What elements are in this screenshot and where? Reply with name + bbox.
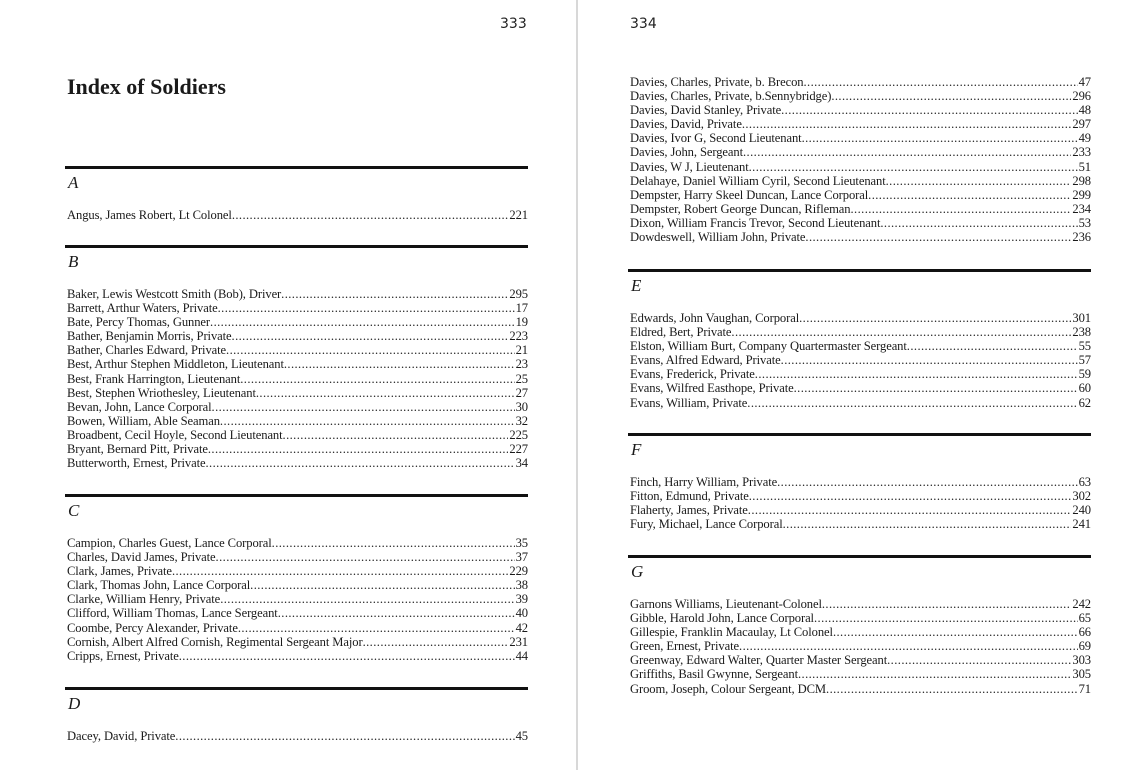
dot-leader [781, 103, 1077, 117]
entry-page-number: 63 [1078, 475, 1091, 489]
index-entry [630, 667, 1091, 681]
dot-leader [232, 208, 509, 222]
index-entry [630, 517, 1091, 531]
page-number: 333 [500, 16, 527, 32]
entry-name: Angus, James Robert, Lt Colonel [67, 208, 232, 222]
index-entry [67, 564, 528, 578]
index-entry [67, 592, 528, 606]
index-entry [630, 188, 1091, 202]
index-entry [630, 653, 1091, 667]
entry-name: Fury, Michael, Lance Corporal [630, 517, 783, 532]
entry-name: Cripps, Ernest, Private [67, 648, 179, 663]
index-entry [67, 621, 528, 635]
dot-leader [802, 131, 1078, 145]
entry-page-number: 57 [1078, 353, 1091, 368]
dot-leader [278, 606, 515, 620]
dot-leader [216, 550, 515, 564]
entry-name: Dowdeswell, William John, Private [630, 230, 806, 245]
dot-leader [748, 503, 1072, 517]
index-entry [630, 503, 1091, 517]
entry-page-number: 303 [1072, 653, 1091, 668]
entry-page-number: 35 [515, 536, 528, 550]
index-entry [630, 75, 1091, 89]
dot-leader [794, 381, 1078, 395]
index-entry [630, 103, 1091, 117]
dot-leader [783, 517, 1072, 531]
index-entry [67, 301, 528, 315]
dot-leader [272, 536, 515, 550]
entry-page-number: 241 [1072, 517, 1091, 532]
entry-name: Bryant, Bernard Pitt, Private [67, 442, 208, 457]
entry-name: Davies, David, Private [630, 117, 742, 132]
entry-page-number: 234 [1072, 201, 1091, 216]
entry-name: Bather, Benjamin Morris, Private [67, 329, 232, 344]
entry-name: Davies, John, Sergeant [630, 145, 743, 160]
entry-name: Barrett, Arthur Waters, Private [67, 301, 218, 316]
dot-leader [803, 75, 1077, 89]
index-entry [67, 287, 528, 301]
entry-list [65, 287, 528, 470]
dot-leader [281, 287, 508, 301]
entry-name: Edwards, John Vaughan, Corporal [630, 311, 800, 325]
section-rule [628, 269, 1091, 272]
section-letter: B [68, 252, 79, 271]
entry-page-number: 71 [1078, 681, 1091, 696]
dot-leader [175, 729, 514, 743]
dot-leader [250, 578, 514, 592]
entry-page-number: 298 [1072, 173, 1091, 188]
dot-leader [363, 635, 509, 649]
dot-leader [851, 202, 1072, 216]
entry-name: Best, Frank Harrington, Lieutenant [67, 371, 241, 386]
entry-name: Coombe, Percy Alexander, Private [67, 620, 238, 635]
dot-leader [831, 89, 1071, 103]
dot-leader [226, 343, 515, 357]
dot-leader [283, 428, 509, 442]
index-entry [630, 89, 1091, 103]
index-entry [630, 625, 1091, 639]
section-letter: F [631, 440, 642, 459]
entry-list [628, 475, 1091, 531]
entry-name: Eldred, Bert, Private [630, 325, 732, 340]
page-title: Index of Soldiers [67, 74, 226, 99]
dot-leader [798, 667, 1071, 681]
entry-page-number: 40 [515, 606, 528, 621]
entry-name: Green, Ernest, Private [630, 639, 740, 654]
dot-leader [220, 592, 514, 606]
index-entry [67, 550, 528, 564]
entry-name: Evans, Alfred Edward, Private [630, 353, 781, 368]
entry-name: Bather, Charles Edward, Private [67, 343, 227, 358]
entry-name: Clifford, William Thomas, Lance Sergeant [67, 606, 278, 621]
entry-page-number: 221 [509, 208, 528, 222]
entry-page-number: 42 [515, 620, 528, 635]
entry-name: Dempster, Harry Skeel Duncan, Lance Corporal [630, 187, 869, 202]
entry-name: Griffiths, Basil Gwynne, Sergeant [630, 667, 798, 682]
entry-name: Elston, William Burt, Company Quartermaster Sergeant [630, 339, 907, 354]
index-entry [67, 536, 528, 550]
index-entry [67, 343, 528, 357]
dot-leader [238, 621, 515, 635]
entry-page-number: 242 [1072, 597, 1091, 611]
entry-page-number: 25 [515, 371, 528, 386]
index-entry [67, 357, 528, 371]
index-entry [67, 578, 528, 592]
dot-leader [232, 329, 509, 343]
entry-page-number: 51 [1078, 159, 1091, 174]
dot-leader [739, 639, 1078, 653]
dot-leader [826, 682, 1078, 696]
index-section-c [65, 494, 528, 663]
dot-leader [220, 414, 515, 428]
index-section-a [65, 166, 528, 222]
entry-page-number: 305 [1072, 667, 1091, 682]
dot-leader [749, 160, 1078, 174]
index-entry [630, 682, 1091, 696]
index-entry [630, 131, 1091, 145]
index-entry [630, 367, 1091, 381]
index-entry [67, 428, 528, 442]
section-rule [628, 433, 1091, 436]
section-rule [65, 245, 528, 248]
index-section-b [65, 245, 528, 470]
entry-page-number: 49 [1078, 131, 1091, 146]
index-entry [630, 160, 1091, 174]
entry-name: Evans, William, Private [630, 395, 748, 410]
index-section-d [65, 687, 528, 743]
entry-name: Bowen, William, Able Seaman [67, 413, 220, 428]
entry-page-number: 236 [1072, 230, 1091, 245]
dot-leader [887, 653, 1071, 667]
index-entry [67, 400, 528, 414]
entry-page-number: 45 [515, 729, 528, 743]
entry-name: Gillespie, Franklin Macaulay, Lt Colonel [630, 625, 833, 640]
dot-leader [747, 396, 1077, 410]
entry-page-number: 69 [1078, 639, 1091, 654]
section-rule [65, 166, 528, 169]
index-entry [630, 381, 1091, 395]
entry-name: Bate, Percy Thomas, Gunner [67, 315, 211, 330]
index-entry [67, 386, 528, 400]
entry-name: Davies, Charles, Private, b. Brecon [630, 75, 804, 89]
section-letter: A [68, 173, 79, 192]
section-letter: C [68, 501, 80, 520]
dot-leader [179, 649, 515, 663]
entry-name: Clark, Thomas John, Lance Corporal [67, 578, 251, 593]
index-entry [67, 329, 528, 343]
entry-list [65, 536, 528, 663]
index-entry [630, 475, 1091, 489]
dot-leader [210, 315, 515, 329]
section-rule [628, 555, 1091, 558]
entry-name: Charles, David James, Private [67, 550, 216, 565]
dot-leader [814, 611, 1078, 625]
entry-name: Dempster, Robert George Duncan, Rifleman [630, 201, 851, 216]
dot-leader [218, 301, 515, 315]
dot-leader [886, 174, 1072, 188]
section-rule [65, 494, 528, 497]
section-letter: G [631, 562, 644, 581]
index-entry [630, 202, 1091, 216]
entry-name: Evans, Frederick, Private [630, 367, 755, 382]
index-entry [67, 208, 528, 222]
index-entry [67, 414, 528, 428]
entry-name: Davies, David Stanley, Private [630, 103, 782, 118]
dot-leader [743, 145, 1071, 159]
entry-page-number: 48 [1078, 103, 1091, 118]
dot-leader [822, 597, 1072, 611]
entry-page-number: 229 [509, 564, 528, 579]
index-entry [67, 606, 528, 620]
entry-page-number: 240 [1072, 503, 1091, 518]
index-entry [67, 456, 528, 470]
entry-name: Greenway, Edward Walter, Quarter Master Sergeant [630, 653, 888, 668]
entry-list [628, 311, 1091, 410]
entry-name: Butterworth, Ernest, Private [67, 456, 206, 471]
index-section-e [628, 269, 1091, 410]
entry-name: Groom, Joseph, Colour Sergeant, DCM [630, 681, 827, 696]
dot-leader [256, 386, 515, 400]
entry-name: Dacey, David, Private [67, 729, 176, 743]
entry-list [65, 729, 528, 743]
index-entry [630, 353, 1091, 367]
entry-name: Delahaye, Daniel William Cyril, Second Lieutenant [630, 173, 886, 188]
index-entry [630, 489, 1091, 503]
entry-page-number: 47 [1078, 75, 1091, 89]
dot-leader [172, 564, 508, 578]
entry-name: Bevan, John, Lance Corporal [67, 399, 212, 414]
entry-page-number: 39 [515, 592, 528, 607]
index-entry [67, 635, 528, 649]
index-entry [67, 372, 528, 386]
dot-leader [731, 325, 1071, 339]
entry-page-number: 38 [515, 578, 528, 593]
entry-page-number: 238 [1072, 325, 1091, 340]
index-entry [630, 611, 1091, 625]
index-entry [630, 216, 1091, 230]
index-entry [67, 649, 528, 663]
dot-leader [755, 367, 1078, 381]
entry-name: Cornish, Albert Alfred Cornish, Regimental Sergeant Major [67, 634, 363, 649]
index-entry [630, 325, 1091, 339]
dot-leader [749, 489, 1072, 503]
entry-name: Best, Arthur Stephen Middleton, Lieutenant [67, 357, 284, 372]
entry-page-number: 296 [1072, 89, 1091, 104]
entry-page-number: 299 [1072, 187, 1091, 202]
entry-page-number: 295 [509, 287, 528, 301]
entry-page-number: 27 [515, 385, 528, 400]
dot-leader [742, 117, 1072, 131]
index-section-f [628, 433, 1091, 531]
entry-page-number: 44 [515, 648, 528, 663]
entry-list [65, 208, 528, 222]
entry-page-number: 37 [515, 550, 528, 565]
index-entry [67, 315, 528, 329]
entry-page-number: 227 [509, 442, 528, 457]
dot-leader [868, 188, 1071, 202]
dot-leader [777, 475, 1077, 489]
entry-name: Davies, Ivor G, Second Lieutenant [630, 131, 802, 146]
entry-page-number: 66 [1078, 625, 1091, 640]
entry-page-number: 62 [1078, 395, 1091, 410]
entry-name: Evans, Wilfred Easthope, Private [630, 381, 794, 396]
entry-name: Campion, Charles Guest, Lance Corporal [67, 536, 272, 550]
entry-list [628, 75, 1091, 244]
entry-page-number: 231 [509, 634, 528, 649]
entry-page-number: 297 [1072, 117, 1091, 132]
entry-name: Clarke, William Henry, Private [67, 592, 221, 607]
entry-name: Gibble, Harold John, Lance Corporal [630, 611, 814, 626]
dot-leader [206, 456, 515, 470]
index-entry [630, 145, 1091, 159]
index-entry [630, 311, 1091, 325]
entry-page-number: 65 [1078, 611, 1091, 626]
dot-leader [805, 230, 1071, 244]
entry-page-number: 21 [515, 343, 528, 358]
index-entry [630, 117, 1091, 131]
index-entry [67, 442, 528, 456]
entry-page-number: 233 [1072, 145, 1091, 160]
entry-name: Best, Stephen Wriothesley, Lieutenant [67, 385, 256, 400]
dot-leader [781, 353, 1078, 367]
entry-name: Dixon, William Francis Trevor, Second Lieutenant [630, 215, 881, 230]
entry-page-number: 19 [515, 315, 528, 330]
entry-name: Clark, James, Private [67, 564, 172, 579]
entry-page-number: 60 [1078, 381, 1091, 396]
entry-name: Baker, Lewis Westcott Smith (Bob), Driver [67, 287, 282, 301]
dot-leader [833, 625, 1078, 639]
entry-page-number: 17 [515, 301, 528, 316]
index-entry [630, 174, 1091, 188]
entry-name: Garnons Williams, Lieutenant-Colonel [630, 597, 822, 611]
entry-name: Finch, Harry William, Private [630, 475, 778, 489]
entry-page-number: 301 [1072, 311, 1091, 325]
section-letter: E [631, 276, 642, 295]
entry-page-number: 302 [1072, 489, 1091, 504]
entry-page-number: 223 [509, 329, 528, 344]
index-entry [630, 639, 1091, 653]
entry-page-number: 32 [515, 413, 528, 428]
index-section-d-continued [628, 75, 1091, 244]
index-section-g [628, 555, 1091, 696]
entry-name: Davies, W J, Lieutenant [630, 159, 749, 174]
dot-leader [212, 400, 515, 414]
entry-list [628, 597, 1091, 696]
entry-page-number: 225 [509, 427, 528, 442]
entry-name: Davies, Charles, Private, b.Sennybridge) [630, 89, 832, 104]
index-entry [630, 339, 1091, 353]
entry-page-number: 34 [515, 456, 528, 471]
dot-leader [907, 339, 1078, 353]
dot-leader [880, 216, 1077, 230]
index-entry [630, 230, 1091, 244]
index-entry [630, 396, 1091, 410]
index-entry [67, 729, 528, 743]
entry-page-number: 53 [1078, 215, 1091, 230]
dot-leader [240, 372, 514, 386]
entry-name: Broadbent, Cecil Hoyle, Second Lieutenant [67, 427, 283, 442]
entry-page-number: 55 [1078, 339, 1091, 354]
section-rule [65, 687, 528, 690]
entry-name: Flaherty, James, Private [630, 503, 748, 518]
entry-page-number: 23 [515, 357, 528, 372]
section-letter: D [68, 694, 81, 713]
dot-leader [208, 442, 509, 456]
entry-page-number: 30 [515, 399, 528, 414]
dot-leader [799, 311, 1071, 325]
entry-name: Fitton, Edmund, Private [630, 489, 749, 504]
entry-page-number: 59 [1078, 367, 1091, 382]
dot-leader [284, 357, 515, 371]
index-entry [630, 597, 1091, 611]
page-number: 334 [630, 16, 657, 32]
